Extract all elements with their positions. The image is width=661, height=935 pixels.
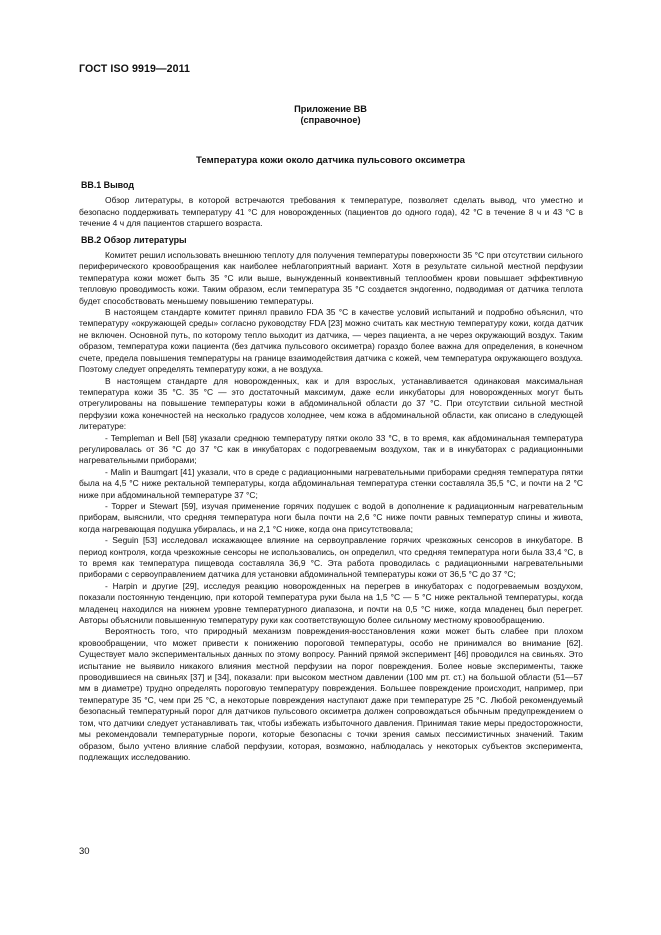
list-item: - Harpin и другие [29], исследуя реакцию новорожденных на перегрев в инкубаторах с подогреваемым воздухом, показали постоянную тенденцию, при которой температура руки была на 1,5 °С — 5 °С ниже ректальной температуры, когда младенец находился на нижнем уровне температурного диапазона, и почти на 0,5 °С ниже, когда младенец был перегрет. Авторы объяснили повышенную температуру руки как соответствующую более сильному местному кровообращению. xyxy=(79,580,583,626)
list-item: - Topper и Stewart [59], изучая применение горячих подушек с водой в дополнение к радиационным нагревательным приборам, выяснили, что средняя температура ноги была почти на 2,6 °С ниже почти равных температур спины и живота, когда нагревающая подушка убиралась, и на 2,1 °С ниже, когда она присутствовала; xyxy=(79,500,583,534)
annex-heading xyxy=(0,104,661,126)
paragraph: В настоящем стандарте для новорожденных, как и для взрослых, устанавливается одинаковая максимальная температура кожи 35 °С. 35 °С — это достаточный максимум, даже если инкубаторы для новорожденных могут быть отрегулированы на повышение температуры кожи в абдоминальной области до 37 °С. При отсутствии сильной местной перфузии кожа конечностей на несколько градусов холоднее, чем кожа в абдоминальной области, как описано в следующей литературе: xyxy=(79,375,583,432)
annex-subtitle: (справочное) xyxy=(300,115,361,125)
running-header: ГОСТ ISO 9919—2011 xyxy=(79,63,191,75)
list-item: - Templeman и Bell [58] указали среднюю температуру пятки около 33 °С, в то время, как абдоминальная температура регулировалась от 36 °С до 37 °С как в инкубаторах с подогреваемым воздухом, так и в инкубаторах с радиационными нагревательными приборами; xyxy=(79,432,583,466)
paragraph: Вероятность того, что природный механизм повреждения-восстановления кожи может быть слабее при плохом кровообращении, что может привести к понижению пороговой температуры, особо не принимался во внимание [62]. Существует мало экспериментальных данных по этому вопросу. Ранний прямой эксперимент [46] проводился на свиньях. Это испытание не выявило никакого влияния местной перфузии на порог повреждения. Более новые эксперименты, также проводившиеся на свиньях [37] и [34], показали: при высоком местном давлении (100 мм рт. ст.) на большой области (51—57 мм в диаметре) трудно определять пороговую температуру повреждения. Большее повреждение происходит, например, при температуре 35 °С, чем при 25 °С, а некоторые повреждения наступают даже при температуре 25 °С. Любой рекомендуемый безопасный температурный порог для датчиков пульсового оксиметра должен сопровождаться обычным предупреждением о том, что датчики следует устанавливать так, чтобы избежать избыточного давления. Принимая такие меры предосторожности, мы рекомендовали температурные пороги, которые безопасны с точки зрения самых пессимистичных значений. Таким образом, было учтено влияние слабой перфузии, которая, возможно, наблюдалась у некоторых субъектов эксперимента, подлежащих исследованию. xyxy=(79,626,583,762)
list-item: - Malin и Baumgart [41] указали, что в среде с радиационными нагревательными приборами средняя температура пятки была на 4,5 °С ниже ректальной температуры, когда абдоминальная температура стенки составляла 35,5 °С, и почти на 2 °С ниже при абдоминальной температуре 37 °С; xyxy=(79,466,583,500)
section-heading-conclusion: ВВ.1 Вывод xyxy=(81,180,134,190)
paragraph: Комитет решил использовать внешнюю теплоту для получения температуры поверхности 35 °С при отсутствии сильного периферического кровообращения как наиболее неблагоприятный вариант. Хотя в результате сильной местной перфузии температура кожи может быть 35 °С или выше, вынужденный конвективный теплообмен крови повышает эффективную тепловую проводимость кожи. Таким образом, если температура 35 °С создается эндогенно, подводимая от датчика теплота будет способствовать меньшему повышению температуры. xyxy=(79,250,583,306)
paragraph: Обзор литературы, в которой встречаются требования к температуре, позволяет сделать вывод, что уместно и безопасно поддерживать температуру 41 °С для новорожденных (пациентов до одного года), 42 °С в течение 8 ч и 43 °С в течение 4 ч для пациентов старшего возраста. xyxy=(79,195,583,229)
annex-title: Приложение ВВ xyxy=(294,104,367,114)
paragraph: В настоящем стандарте комитет принял правило FDA 35 °С в качестве условий испытаний и подробно объяснил, что температуру «окружающей среды» согласно руководству FDA [23] можно считать как местную температуру кожи, когда датчик не включен. Основной путь, по которому тепло выходит из датчика, — через пациента, а не через окружающий воздух. Таким образом, температура кожи пациента (без датчика пульсового оксиметра) гораздо более важна для определения, в конечном счете, предела повышения температуры на границе взаимодействия датчика с кожей, чем температура окружающего воздуха. Поэтому следует определять температуру кожи, а не воздуха. xyxy=(79,307,583,375)
body-text xyxy=(79,180,583,763)
document-title: Температура кожи около датчика пульсового оксиметра xyxy=(195,155,466,166)
list-item: - Seguin [53] исследовал искажающее влияние на сервоуправление горячих чрезкожных сенсоров в инкубаторе. В период контроля, когда чрезкожные сенсоры не использовались, он определил, что средняя температура ноги была 33,4 °С, в то время как температура пищевода составляла 36,9 °С. Эта работа проводилась с радиационными нагревательными приборами с сервоуправлением датчика для установки абдоминальной температуры кожи от 36,5 °С до 37 °С; xyxy=(79,535,583,580)
section-heading-literature-review: ВВ.2 Обзор литературы xyxy=(81,234,187,245)
page-number: 30 xyxy=(79,846,90,857)
